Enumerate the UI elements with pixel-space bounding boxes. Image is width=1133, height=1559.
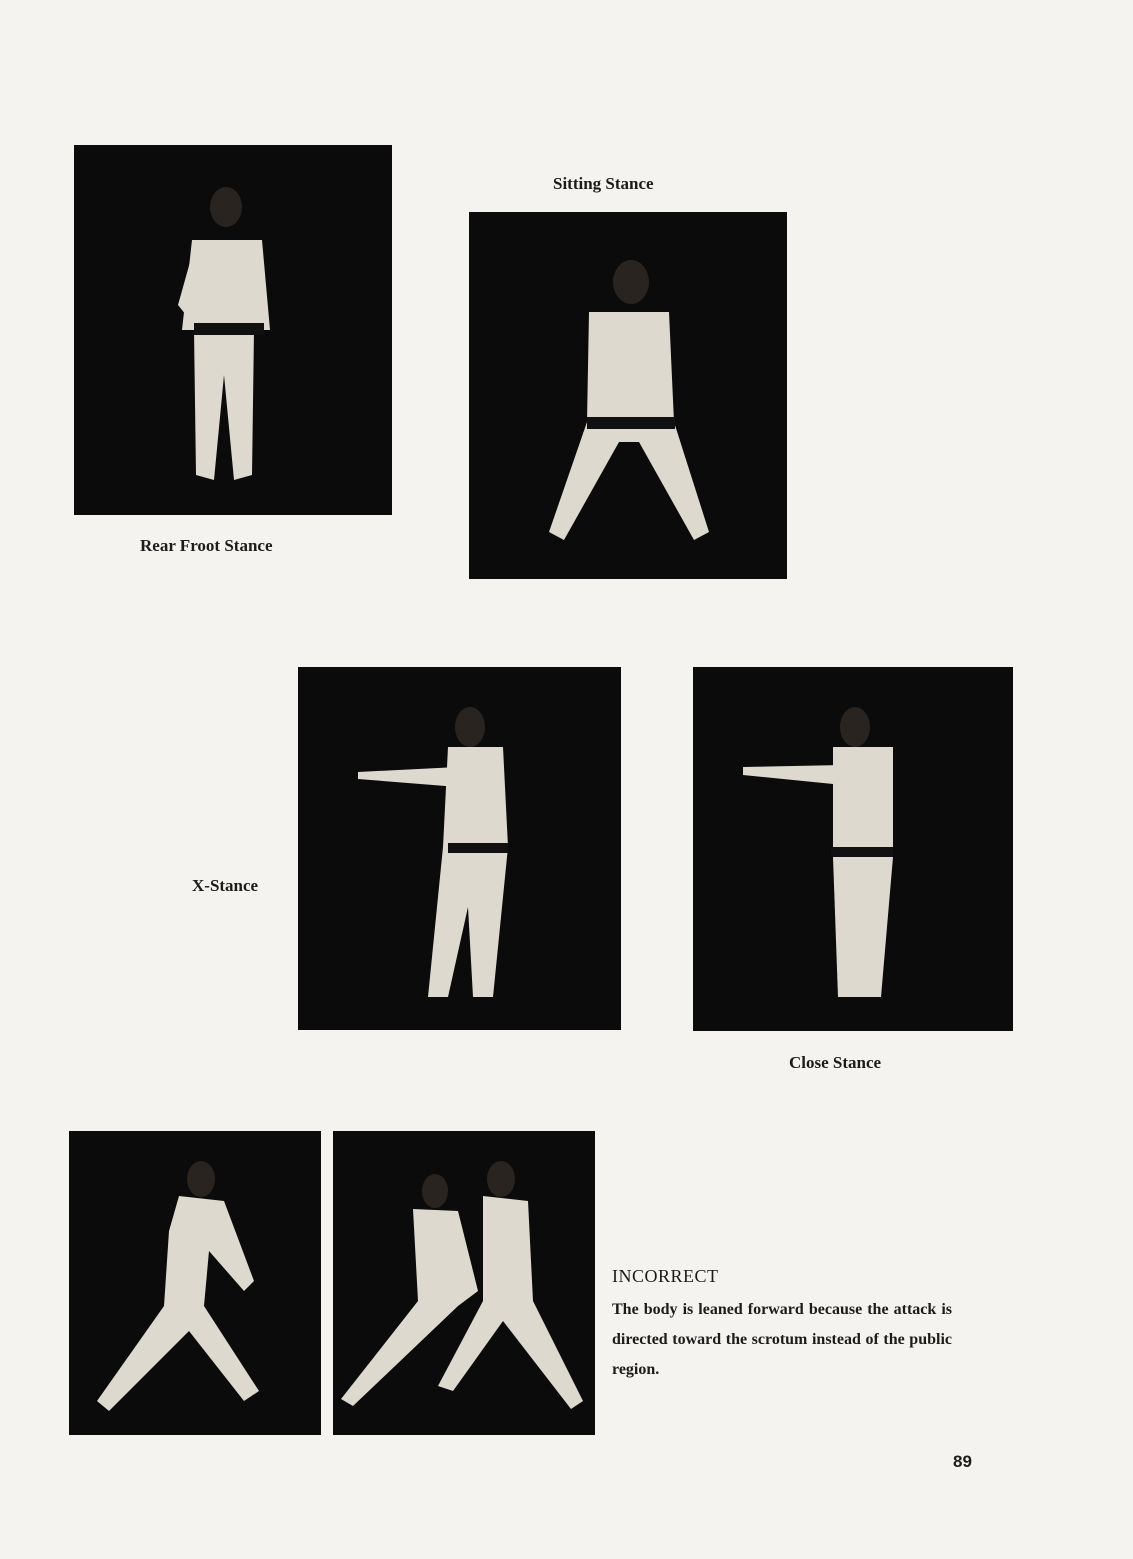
- figure-silhouette-icon: [298, 667, 621, 1030]
- note-text: The body is leaned forward because the attack is directed toward the scrotum instead of the public region.: [612, 1301, 952, 1378]
- page-number: 89: [953, 1452, 972, 1471]
- x-stance-photo: [298, 667, 621, 1030]
- incorrect-note: [612, 1266, 952, 1385]
- figure-silhouette-icon: [74, 145, 392, 515]
- figure-silhouette-icon: [693, 667, 1013, 1031]
- incorrect-photo-1: [69, 1131, 321, 1435]
- sitting-stance-photo: [469, 212, 787, 579]
- note-title: INCORRECT: [612, 1266, 719, 1286]
- rear-front-stance-caption: Rear Froot Stance: [140, 536, 273, 555]
- figure-silhouette-icon: [469, 212, 787, 579]
- x-stance-caption: X-Stance: [192, 876, 259, 895]
- close-stance-photo: [693, 667, 1013, 1031]
- close-stance-caption: Close Stance: [789, 1053, 882, 1072]
- figure-silhouette-icon: [333, 1131, 595, 1435]
- figure-silhouette-icon: [69, 1131, 321, 1435]
- incorrect-photo-2: [333, 1131, 595, 1435]
- rear-front-stance-photo: [74, 145, 392, 515]
- sitting-stance-caption: Sitting Stance: [553, 174, 654, 193]
